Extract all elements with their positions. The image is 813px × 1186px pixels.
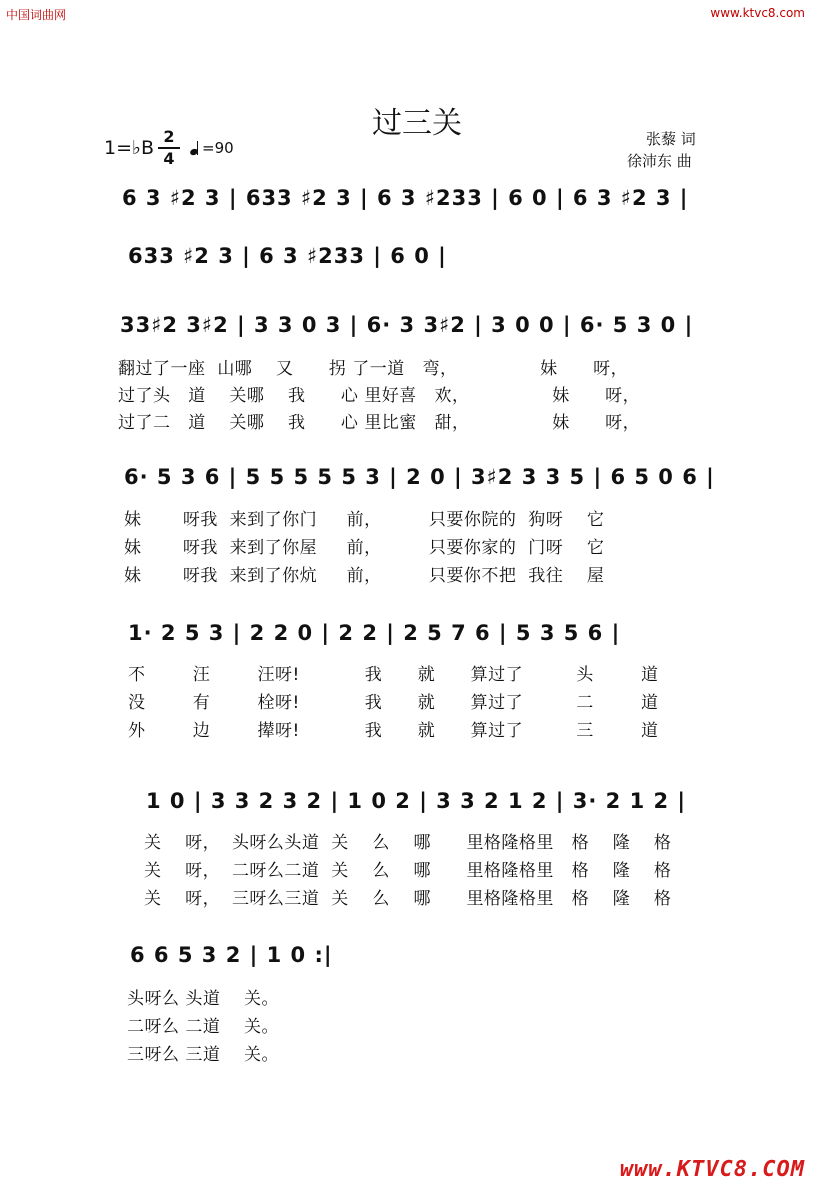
music-line-7: 6 6 5 3 2 | 1 0 :| <box>130 943 333 967</box>
key-signature: 1=♭B <box>104 137 155 159</box>
lyrics-4-verse-1: 关 呀， 头呀么头道 关 么 哪 里格隆格里 格 隆 格 <box>144 833 672 853</box>
site-logo: www.KTVC8.COM <box>619 1157 805 1182</box>
lyrics-2-verse-2: 妹 呀我 来到了你屋 前， 只要你家的 门呀 它 <box>124 538 605 558</box>
lyrics-5-verse-1: 头呀么 头道 关。 <box>127 989 280 1009</box>
meter-top: 2 <box>163 127 175 146</box>
site-url-right: www.ktvc8.com <box>710 6 805 20</box>
lyrics-1-verse-1: 翻过了一座 山哪 又 拐 了一道 弯， 妹 呀， <box>118 359 629 379</box>
tempo-value: =90 <box>202 139 234 157</box>
time-signature <box>158 128 180 168</box>
tempo-marking <box>190 139 234 157</box>
music-line-6: 1 0 | 3 3 2 3 2 | 1 0 2 | 3 3 2 1 2 | 3· 2 1 2 | <box>146 789 687 813</box>
lyricist-credit: 张藜 词 <box>646 130 696 148</box>
lyrics-5-verse-3: 三呀么 三道 关。 <box>127 1045 280 1065</box>
lyrics-3-verse-3: 外 边 撵呀! 我 就 算过了 三 道 <box>128 721 659 741</box>
meter-bottom: 4 <box>163 149 175 168</box>
lyrics-2-verse-1: 妹 呀我 来到了你门 前， 只要你院的 狗呀 它 <box>124 510 605 530</box>
lyrics-4-verse-3: 关 呀， 三呀么三道 关 么 哪 里格隆格里 格 隆 格 <box>144 889 672 909</box>
site-name-left: 中国词曲网 <box>6 8 67 22</box>
lyrics-1-verse-2: 过了头 道 关哪 我 心 里好喜 欢， 妹 呀， <box>118 386 641 406</box>
music-line-2: 633 ♯2 3 | 6 3 ♯233 | 6 0 | <box>128 244 447 268</box>
lyrics-3-verse-1: 不 汪 汪呀! 我 就 算过了 头 道 <box>128 665 659 685</box>
music-line-1: 6 3 ♯2 3 | 633 ♯2 3 | 6 3 ♯233 | 6 0 | 6 3 ♯2 3 | <box>122 186 689 210</box>
lyrics-1-verse-3: 过了二 道 关哪 我 心 里比蜜 甜， 妹 呀， <box>118 413 641 433</box>
lyrics-3-verse-2: 没 有 栓呀! 我 就 算过了 二 道 <box>128 693 659 713</box>
music-line-4: 6· 5 3 6 | 5 5 5 5 5 3 | 2 0 | 3♯2 3 3 5 | 6 5 0 6 | <box>124 465 715 489</box>
lyrics-2-verse-3: 妹 呀我 来到了你炕 前， 只要你不把 我往 屋 <box>124 566 605 586</box>
music-line-3: 33♯2 3♯2 | 3 3 0 3 | 6· 3 3♯2 | 3 0 0 | 6· 5 3 0 | <box>120 313 694 337</box>
lyrics-5-verse-2: 二呀么 二道 关。 <box>127 1017 280 1037</box>
composer-credit: 徐沛东 曲 <box>627 152 692 170</box>
music-line-5: 1· 2 5 3 | 2 2 0 | 2 2 | 2 5 7 6 | 5 3 5 6 | <box>128 621 621 645</box>
song-title: 过三关 <box>372 106 462 141</box>
lyrics-4-verse-2: 关 呀， 二呀么二道 关 么 哪 里格隆格里 格 隆 格 <box>144 861 672 881</box>
